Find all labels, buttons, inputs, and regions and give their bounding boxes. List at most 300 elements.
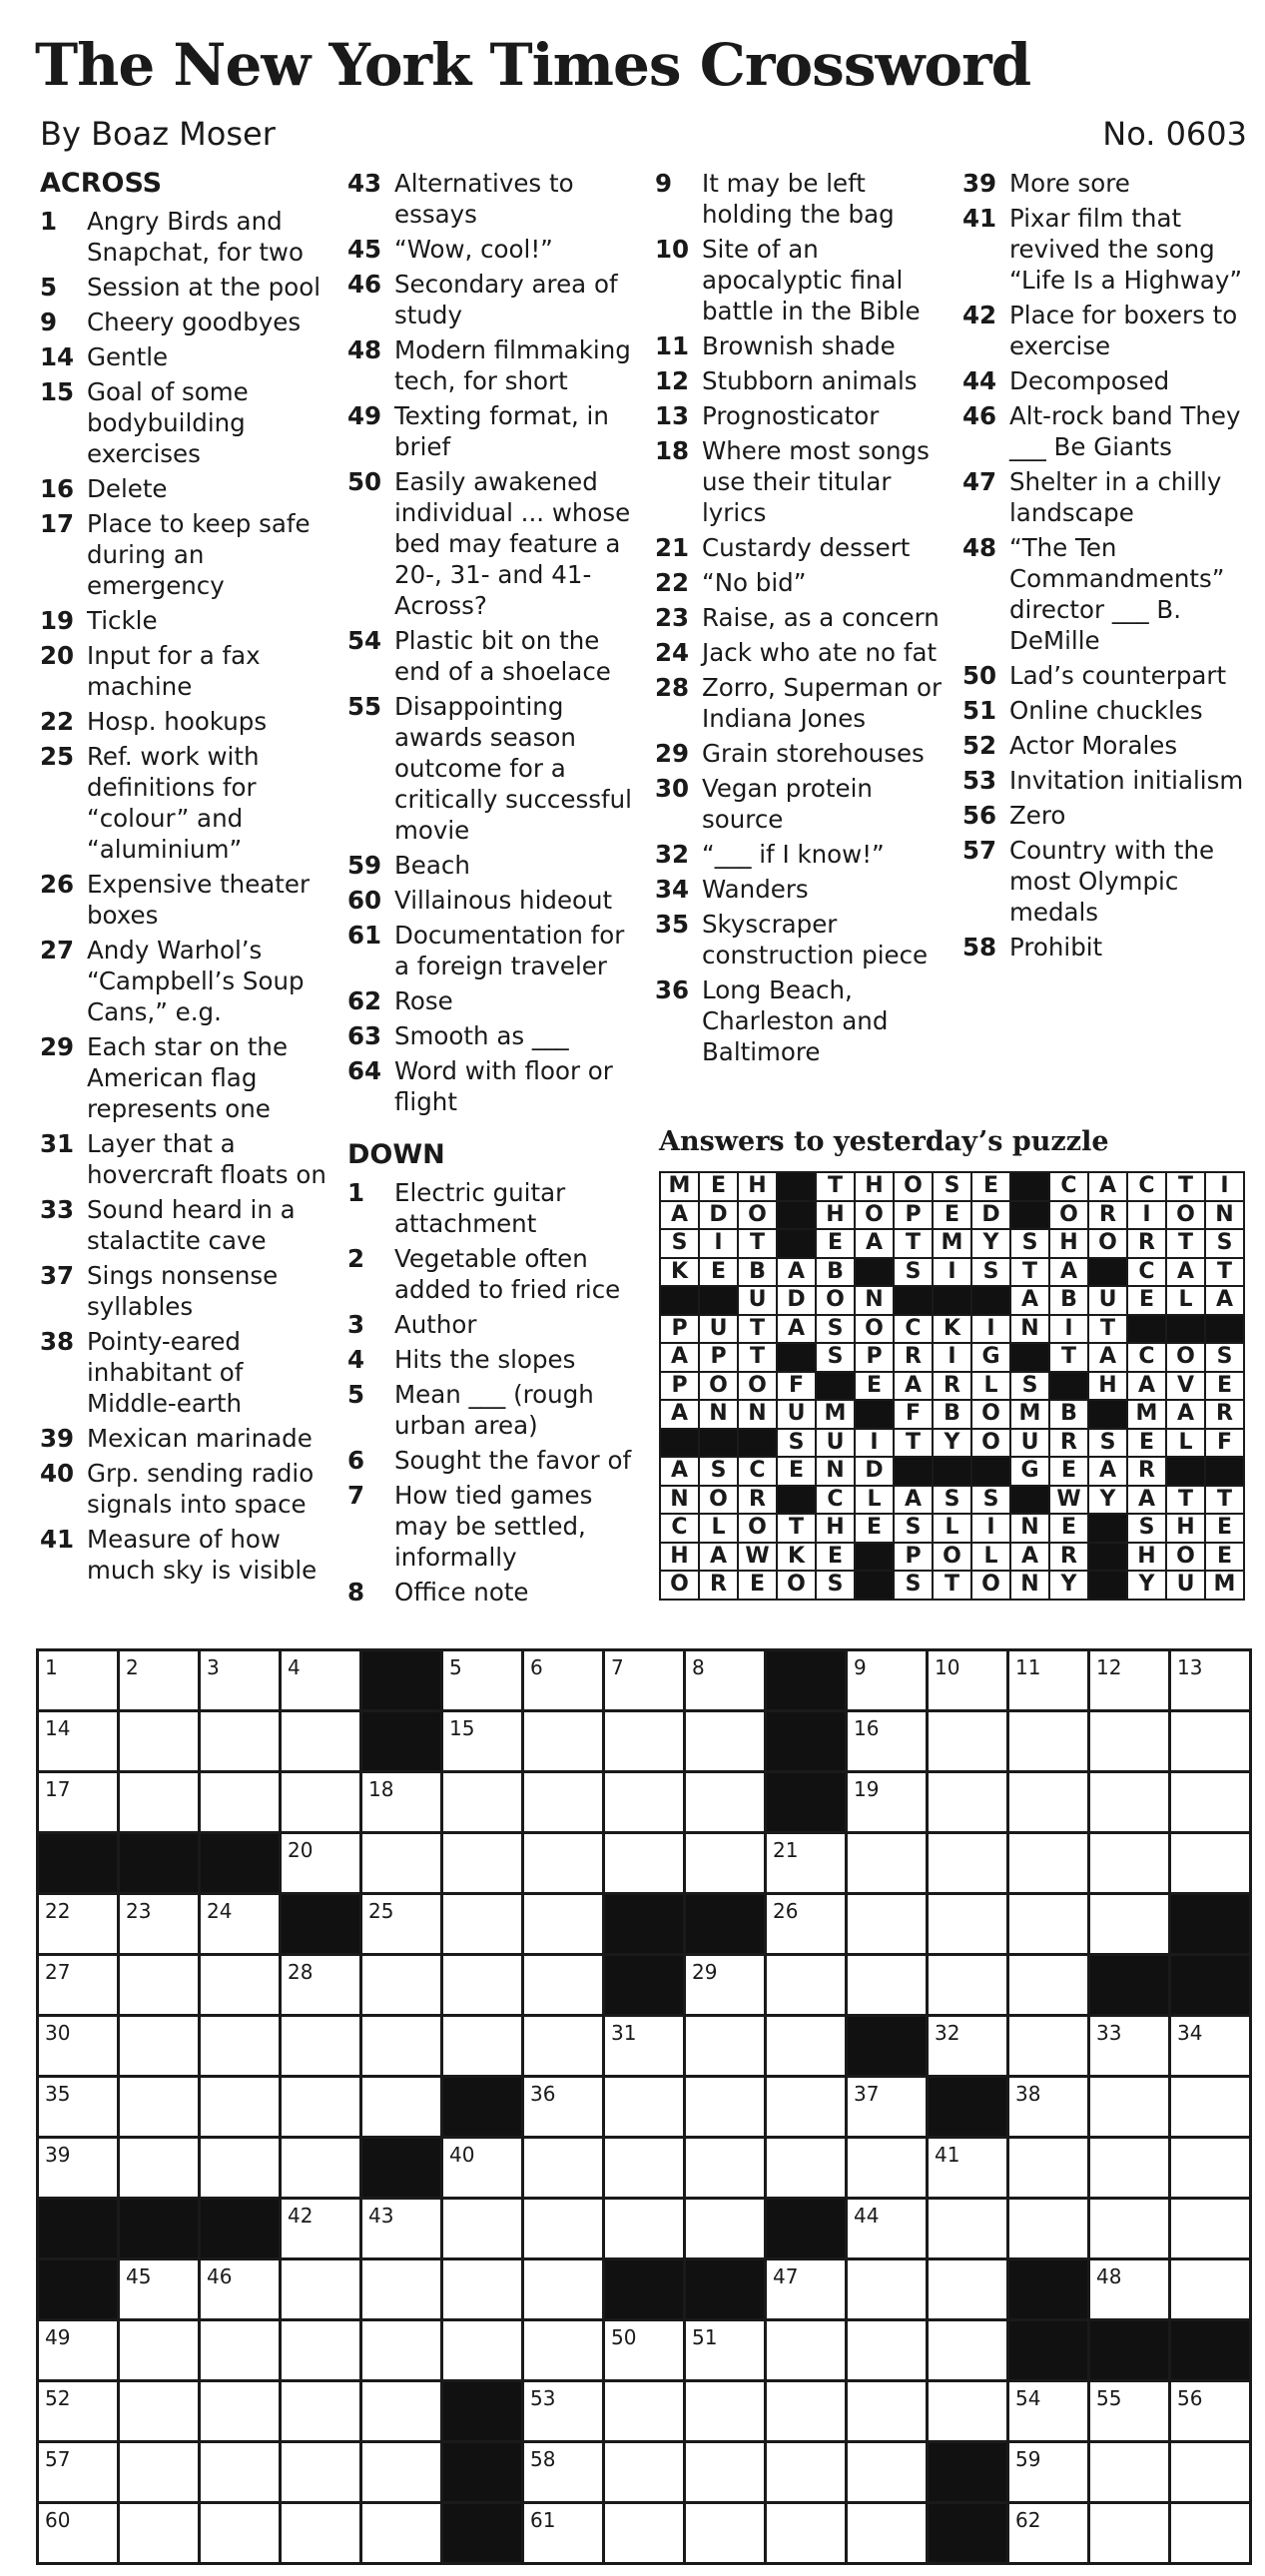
- answer-letter-cell: N: [1205, 1201, 1244, 1230]
- grid-cell[interactable]: [847, 2503, 928, 2564]
- grid-cell[interactable]: [604, 1772, 685, 1833]
- grid-cell[interactable]: [685, 1833, 766, 1894]
- clue-item[interactable]: [347, 168, 647, 230]
- answer-letter-cell: N: [1010, 1315, 1049, 1344]
- clue-item[interactable]: [962, 660, 1258, 691]
- clue-item[interactable]: [40, 706, 339, 737]
- grid-cell[interactable]: [847, 2259, 928, 2320]
- grid-cell[interactable]: [119, 2381, 200, 2442]
- grid-cell[interactable]: [766, 1833, 847, 1894]
- answers-row: [660, 1571, 1244, 1600]
- cell-number: 18: [368, 1777, 394, 1801]
- clue-item[interactable]: [655, 839, 954, 870]
- grid-cell[interactable]: [847, 2442, 928, 2503]
- grid-cell[interactable]: [1089, 1772, 1170, 1833]
- grid-cell[interactable]: [685, 2199, 766, 2259]
- grid-cell[interactable]: [928, 1833, 1008, 1894]
- clue-item[interactable]: [40, 741, 339, 865]
- grid-cell[interactable]: [442, 2320, 523, 2381]
- clue-item[interactable]: [40, 272, 339, 303]
- black-square: [1170, 2320, 1251, 2381]
- grid-cell[interactable]: [361, 1955, 442, 2016]
- cell-number: 29: [692, 1960, 718, 1984]
- grid-cell[interactable]: [119, 1650, 200, 1711]
- grid-cell[interactable]: [604, 2016, 685, 2077]
- grid-cell[interactable]: [1170, 2503, 1251, 2564]
- grid-cell[interactable]: [281, 2503, 361, 2564]
- grid-cell[interactable]: [1089, 1833, 1170, 1894]
- clue-item[interactable]: [655, 874, 954, 905]
- grid-cell[interactable]: [119, 1711, 200, 1772]
- grid-cell[interactable]: [361, 1833, 442, 1894]
- clue-item[interactable]: [962, 730, 1258, 761]
- clue-text: Smooth as ___: [394, 1021, 569, 1050]
- grid-cell[interactable]: [847, 2199, 928, 2259]
- grid-cell[interactable]: [1089, 1711, 1170, 1772]
- grid-cell[interactable]: [928, 1711, 1008, 1772]
- clue-item[interactable]: [962, 800, 1258, 831]
- grid-cell[interactable]: [766, 2259, 847, 2320]
- clue-item[interactable]: [655, 400, 954, 431]
- clue-number: 16: [40, 474, 75, 503]
- grid-cell[interactable]: [200, 1772, 281, 1833]
- black-square: [200, 1833, 281, 1894]
- grid-cell[interactable]: [604, 1711, 685, 1772]
- cell-number: 12: [1096, 1655, 1122, 1679]
- grid-cell[interactable]: [523, 1955, 604, 2016]
- grid-cell[interactable]: [1008, 1772, 1089, 1833]
- clue-item[interactable]: [655, 234, 954, 326]
- clue-item[interactable]: [40, 1260, 339, 1322]
- clue-item[interactable]: [347, 1344, 647, 1375]
- grid-cell[interactable]: [119, 2503, 200, 2564]
- grid-cell[interactable]: [604, 2199, 685, 2259]
- grid-cell[interactable]: [1170, 2199, 1251, 2259]
- grid-cell[interactable]: [442, 2138, 523, 2199]
- grid-cell[interactable]: [847, 1650, 928, 1711]
- grid-cell[interactable]: [766, 2381, 847, 2442]
- grid-cell[interactable]: [928, 1772, 1008, 1833]
- clue-item[interactable]: [962, 168, 1258, 199]
- grid-cell[interactable]: [1089, 2442, 1170, 2503]
- clue-item[interactable]: [347, 691, 647, 846]
- grid-cell[interactable]: [1089, 2138, 1170, 2199]
- grid-cell[interactable]: [119, 2077, 200, 2138]
- clue-item[interactable]: [40, 508, 339, 601]
- grid-cell[interactable]: [928, 2320, 1008, 2381]
- grid-cell[interactable]: [523, 2138, 604, 2199]
- grid-cell[interactable]: [119, 2259, 200, 2320]
- grid-cell[interactable]: [847, 1894, 928, 1955]
- answer-letter-cell: O: [1166, 1201, 1205, 1230]
- grid-cell[interactable]: [1170, 1650, 1251, 1711]
- grid-cell[interactable]: [200, 2381, 281, 2442]
- grid-cell[interactable]: [766, 2320, 847, 2381]
- clue-item[interactable]: [962, 932, 1258, 963]
- answer-letter-cell: S: [816, 1343, 855, 1372]
- grid-cell[interactable]: [928, 1894, 1008, 1955]
- grid-cell[interactable]: [604, 2077, 685, 2138]
- grid-cell[interactable]: [281, 1772, 361, 1833]
- clue-item[interactable]: [40, 376, 339, 469]
- grid-cell[interactable]: [685, 2503, 766, 2564]
- grid-cell[interactable]: [847, 1772, 928, 1833]
- grid-cell[interactable]: [38, 1894, 119, 1955]
- answer-black-cell: [1205, 1457, 1244, 1486]
- grid-cell[interactable]: [766, 2016, 847, 2077]
- grid-cell[interactable]: [523, 2016, 604, 2077]
- grid-cell[interactable]: [928, 2016, 1008, 2077]
- grid-cell[interactable]: [766, 1894, 847, 1955]
- grid-cell[interactable]: [361, 2077, 442, 2138]
- grid-cell[interactable]: [928, 1955, 1008, 2016]
- grid-cell[interactable]: [604, 2442, 685, 2503]
- grid-cell[interactable]: [523, 2442, 604, 2503]
- clue-item[interactable]: [40, 473, 339, 504]
- clue-item[interactable]: [40, 206, 339, 268]
- grid-cell[interactable]: [1170, 2138, 1251, 2199]
- clue-item[interactable]: [347, 334, 647, 396]
- crossword-grid[interactable]: [36, 1648, 1252, 2565]
- grid-cell[interactable]: [442, 1650, 523, 1711]
- clue-item[interactable]: [655, 909, 954, 970]
- grid-cell[interactable]: [685, 2442, 766, 2503]
- grid-cell[interactable]: [200, 2016, 281, 2077]
- answer-letter-cell: E: [699, 1172, 738, 1201]
- clue-item[interactable]: [347, 985, 647, 1016]
- answer-black-cell: [1166, 1315, 1205, 1344]
- grid-cell[interactable]: [442, 2259, 523, 2320]
- grid-cell[interactable]: [38, 2077, 119, 2138]
- grid-cell[interactable]: [1008, 1955, 1089, 2016]
- grid-cell[interactable]: [685, 2016, 766, 2077]
- grid-cell[interactable]: [200, 2320, 281, 2381]
- clue-item[interactable]: [40, 1194, 339, 1256]
- clue-item[interactable]: [40, 1524, 339, 1586]
- clue-item[interactable]: [655, 738, 954, 769]
- clue-item[interactable]: [347, 625, 647, 687]
- answer-black-cell: [1010, 1486, 1049, 1515]
- grid-cell[interactable]: [847, 2381, 928, 2442]
- grid-cell[interactable]: [442, 1772, 523, 1833]
- grid-cell[interactable]: [442, 1894, 523, 1955]
- grid-cell[interactable]: [523, 2259, 604, 2320]
- grid-cell[interactable]: [847, 2320, 928, 2381]
- grid-cell[interactable]: [1008, 1711, 1089, 1772]
- grid-cell[interactable]: [200, 2503, 281, 2564]
- grid-cell[interactable]: [38, 1650, 119, 1711]
- grid-cell[interactable]: [38, 2016, 119, 2077]
- grid-cell[interactable]: [200, 2138, 281, 2199]
- grid-cell[interactable]: [685, 1650, 766, 1711]
- clue-item[interactable]: [40, 1031, 339, 1124]
- clue-item[interactable]: [347, 1309, 647, 1340]
- answer-letter-cell: L: [1166, 1286, 1205, 1315]
- grid-cell[interactable]: [442, 1711, 523, 1772]
- grid-cell[interactable]: [847, 2138, 928, 2199]
- grid-cell[interactable]: [685, 2077, 766, 2138]
- clue-item[interactable]: [962, 532, 1258, 656]
- grid-cell[interactable]: [766, 2503, 847, 2564]
- grid-cell[interactable]: [38, 2442, 119, 2503]
- clue-item[interactable]: [347, 1445, 647, 1476]
- grid-cell[interactable]: [523, 1711, 604, 1772]
- clue-text: Alt-rock band They ___ Be Giants: [1009, 401, 1241, 461]
- grid-cell[interactable]: [1170, 2259, 1251, 2320]
- grid-cell[interactable]: [119, 2320, 200, 2381]
- grid-cell[interactable]: [281, 1650, 361, 1711]
- grid-cell[interactable]: [1008, 1833, 1089, 1894]
- grid-cell[interactable]: [442, 2199, 523, 2259]
- grid-cell[interactable]: [200, 2442, 281, 2503]
- grid-cell[interactable]: [281, 2016, 361, 2077]
- clue-item[interactable]: [347, 234, 647, 265]
- grid-cell[interactable]: [442, 1955, 523, 2016]
- clue-item[interactable]: [962, 365, 1258, 396]
- grid-cell[interactable]: [281, 2138, 361, 2199]
- grid-cell[interactable]: [281, 1711, 361, 1772]
- grid-cell[interactable]: [847, 2077, 928, 2138]
- grid-cell[interactable]: [685, 1955, 766, 2016]
- grid-cell[interactable]: [1170, 2442, 1251, 2503]
- grid-cell[interactable]: [361, 2442, 442, 2503]
- grid-cell[interactable]: [119, 1894, 200, 1955]
- grid-cell[interactable]: [1008, 2199, 1089, 2259]
- grid-cell[interactable]: [1008, 2077, 1089, 2138]
- clue-item[interactable]: [655, 672, 954, 734]
- clue-item[interactable]: [655, 435, 954, 528]
- grid-cell[interactable]: [119, 1955, 200, 2016]
- grid-cell[interactable]: [361, 1894, 442, 1955]
- grid-cell[interactable]: [361, 2199, 442, 2259]
- grid-cell[interactable]: [766, 2077, 847, 2138]
- clue-item[interactable]: [40, 1423, 339, 1454]
- clue-item[interactable]: [655, 602, 954, 633]
- grid-cell[interactable]: [1089, 2259, 1170, 2320]
- clue-item[interactable]: [962, 203, 1258, 296]
- clue-item[interactable]: [40, 869, 339, 931]
- clue-item[interactable]: [347, 269, 647, 330]
- grid-cell[interactable]: [604, 2320, 685, 2381]
- grid-cell[interactable]: [685, 2320, 766, 2381]
- grid-cell[interactable]: [200, 1955, 281, 2016]
- grid-cell[interactable]: [928, 2138, 1008, 2199]
- grid-cell[interactable]: [442, 2016, 523, 2077]
- clue-item[interactable]: [655, 567, 954, 598]
- grid-cell[interactable]: [1170, 1833, 1251, 1894]
- clue-item[interactable]: [40, 640, 339, 702]
- grid-cell[interactable]: [119, 2442, 200, 2503]
- grid-cell[interactable]: [523, 1894, 604, 1955]
- grid-cell[interactable]: [1008, 2381, 1089, 2442]
- grid-cell[interactable]: [685, 2381, 766, 2442]
- grid-cell[interactable]: [38, 1955, 119, 2016]
- grid-cell[interactable]: [442, 1833, 523, 1894]
- grid-cell[interactable]: [928, 2259, 1008, 2320]
- clue-item[interactable]: [40, 605, 339, 636]
- grid-cell[interactable]: [604, 2381, 685, 2442]
- grid-cell[interactable]: [766, 2442, 847, 2503]
- grid-cell[interactable]: [281, 2381, 361, 2442]
- grid-cell[interactable]: [281, 2199, 361, 2259]
- grid-cell[interactable]: [281, 2320, 361, 2381]
- clue-item[interactable]: [655, 974, 954, 1067]
- grid-cell[interactable]: [928, 1650, 1008, 1711]
- grid-cell[interactable]: [847, 1955, 928, 2016]
- clue-item[interactable]: [962, 466, 1258, 528]
- grid-cell[interactable]: [38, 2381, 119, 2442]
- cell-number: 43: [368, 2204, 394, 2228]
- grid-cell[interactable]: [281, 2259, 361, 2320]
- clue-item[interactable]: [347, 466, 647, 621]
- clue-item[interactable]: [962, 300, 1258, 361]
- grid-cell[interactable]: [604, 1833, 685, 1894]
- grid-cell[interactable]: [200, 1711, 281, 1772]
- grid-cell[interactable]: [1008, 2016, 1089, 2077]
- grid-cell[interactable]: [1089, 2016, 1170, 2077]
- grid-cell[interactable]: [281, 1955, 361, 2016]
- grid-cell[interactable]: [281, 2077, 361, 2138]
- clue-text: Skyscraper construction piece: [702, 910, 929, 969]
- grid-cell[interactable]: [1170, 1772, 1251, 1833]
- grid-cell[interactable]: [38, 2503, 119, 2564]
- clue-item[interactable]: [347, 1055, 647, 1117]
- grid-cell[interactable]: [1008, 2138, 1089, 2199]
- grid-cell[interactable]: [523, 1772, 604, 1833]
- grid-cell[interactable]: [1089, 2381, 1170, 2442]
- grid-cell[interactable]: [1008, 1650, 1089, 1711]
- clue-item[interactable]: [962, 835, 1258, 928]
- grid-cell[interactable]: [38, 2138, 119, 2199]
- grid-cell[interactable]: [847, 1711, 928, 1772]
- clue-item[interactable]: [962, 765, 1258, 796]
- clue-item[interactable]: [655, 330, 954, 361]
- grid-cell[interactable]: [38, 1772, 119, 1833]
- clue-item[interactable]: [40, 1458, 339, 1520]
- clue-item[interactable]: [962, 695, 1258, 726]
- grid-cell[interactable]: [604, 2503, 685, 2564]
- answer-black-cell: [855, 1400, 894, 1429]
- grid-cell[interactable]: [685, 1772, 766, 1833]
- grid-cell[interactable]: [119, 2138, 200, 2199]
- answer-letter-cell: N: [855, 1286, 894, 1315]
- clue-item[interactable]: [347, 885, 647, 916]
- grid-cell[interactable]: [1089, 2503, 1170, 2564]
- grid-cell[interactable]: [523, 2320, 604, 2381]
- grid-cell[interactable]: [361, 2320, 442, 2381]
- clue-item[interactable]: [40, 1326, 339, 1419]
- clue-item[interactable]: [40, 1128, 339, 1190]
- grid-cell[interactable]: [1089, 2077, 1170, 2138]
- grid-cell[interactable]: [119, 2016, 200, 2077]
- grid-cell[interactable]: [281, 1833, 361, 1894]
- grid-cell[interactable]: [685, 2138, 766, 2199]
- grid-cell[interactable]: [119, 1772, 200, 1833]
- grid-cell[interactable]: [361, 2503, 442, 2564]
- grid-cell[interactable]: [766, 2138, 847, 2199]
- grid-cell[interactable]: [928, 2199, 1008, 2259]
- clue-item[interactable]: [347, 1243, 647, 1305]
- grid-cell[interactable]: [1008, 2503, 1089, 2564]
- grid-row: [38, 1711, 1251, 1772]
- clue-item[interactable]: [655, 637, 954, 668]
- clue-number: 39: [962, 169, 997, 198]
- grid-cell[interactable]: [361, 2259, 442, 2320]
- grid-cell[interactable]: [685, 1711, 766, 1772]
- grid-cell[interactable]: [604, 2138, 685, 2199]
- grid-cell[interactable]: [200, 1650, 281, 1711]
- grid-cell[interactable]: [523, 1650, 604, 1711]
- clue-item[interactable]: [347, 400, 647, 462]
- answer-letter-cell: U: [816, 1429, 855, 1458]
- clue-item[interactable]: [655, 365, 954, 396]
- grid-cell[interactable]: [523, 2503, 604, 2564]
- clue-item[interactable]: [347, 850, 647, 881]
- grid-cell[interactable]: [38, 2320, 119, 2381]
- clue-text: Easily awakened individual ... whose bed may feature a 20-, 31- and 41-Across?: [394, 467, 631, 620]
- clue-item[interactable]: [40, 341, 339, 372]
- clue-item[interactable]: [40, 935, 339, 1027]
- grid-cell[interactable]: [1089, 1650, 1170, 1711]
- clue-text: Modern filmmaking tech, for short: [394, 335, 631, 395]
- clue-item[interactable]: [347, 1577, 647, 1608]
- clue-text: Input for a fax machine: [87, 641, 261, 701]
- answers-heading: Answers to yesterday’s puzzle: [659, 1126, 1109, 1157]
- grid-cell[interactable]: [1089, 1894, 1170, 1955]
- grid-cell[interactable]: [281, 2442, 361, 2503]
- grid-cell[interactable]: [928, 2381, 1008, 2442]
- grid-cell[interactable]: [38, 1711, 119, 1772]
- clue-item[interactable]: [655, 773, 954, 835]
- answer-letter-cell: P: [660, 1315, 699, 1344]
- grid-cell[interactable]: [361, 1772, 442, 1833]
- clue-item[interactable]: [347, 920, 647, 981]
- cell-number: 54: [1015, 2386, 1041, 2410]
- clue-number: 55: [347, 692, 382, 721]
- grid-cell[interactable]: [523, 2381, 604, 2442]
- clue-item[interactable]: [347, 1020, 647, 1051]
- grid-cell[interactable]: [1170, 2077, 1251, 2138]
- grid-cell[interactable]: [523, 2199, 604, 2259]
- clue-item[interactable]: [655, 168, 954, 230]
- down-clue-list-continued-2: [962, 168, 1258, 963]
- clue-item[interactable]: [347, 1177, 647, 1239]
- grid-cell[interactable]: [200, 1894, 281, 1955]
- clue-item[interactable]: [40, 307, 339, 337]
- grid-cell[interactable]: [523, 2077, 604, 2138]
- grid-cell[interactable]: [1008, 1894, 1089, 1955]
- grid-cell[interactable]: [604, 1650, 685, 1711]
- grid-cell[interactable]: [847, 1833, 928, 1894]
- grid-cell[interactable]: [523, 1833, 604, 1894]
- answer-letter-cell: H: [816, 1201, 855, 1230]
- grid-cell[interactable]: [1170, 2016, 1251, 2077]
- grid-cell[interactable]: [1170, 2381, 1251, 2442]
- cell-number: 21: [773, 1838, 799, 1862]
- grid-cell[interactable]: [1170, 1711, 1251, 1772]
- grid-cell[interactable]: [361, 2016, 442, 2077]
- grid-cell[interactable]: [200, 2077, 281, 2138]
- clue-item[interactable]: [962, 400, 1258, 462]
- grid-cell[interactable]: [361, 2381, 442, 2442]
- grid-cell[interactable]: [1008, 2442, 1089, 2503]
- grid-cell[interactable]: [200, 2259, 281, 2320]
- grid-cell[interactable]: [1089, 2199, 1170, 2259]
- clue-item[interactable]: [655, 532, 954, 563]
- grid-cell[interactable]: [766, 1955, 847, 2016]
- clue-item[interactable]: [347, 1379, 647, 1441]
- clue-item[interactable]: [347, 1480, 647, 1573]
